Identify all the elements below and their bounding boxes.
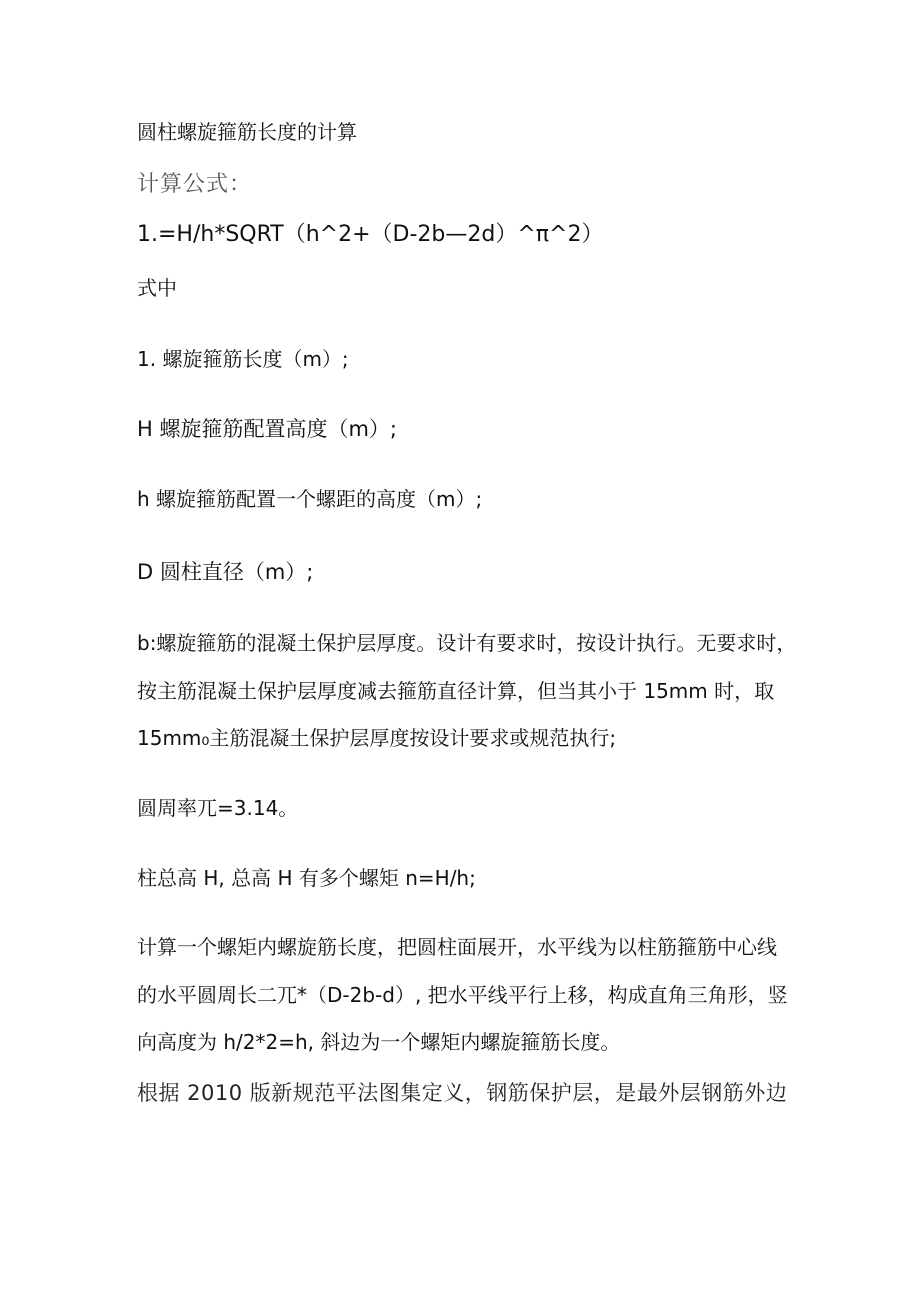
calculation-line: 计算一个螺矩内螺旋筋长度，把圆柱面展开，水平线为以柱筋箍筋中心线 xyxy=(137,935,777,959)
definition-cover-line: b:螺旋箍筋的混凝土保护层厚度。设计有要求时，按设计执行。无要求时， xyxy=(137,631,797,655)
definition-pitch: h 螺旋箍筋配置一个螺距的高度（m）; xyxy=(137,487,483,511)
cover-definition-line: 根据 2010 版新规范平法图集定义，钢筋保护层，是最外层钢筋外边 xyxy=(137,1081,788,1105)
definition-cover-line: 15mm₀主筋混凝土保护层厚度按设计要求或规范执行; xyxy=(137,726,617,750)
definition-height: H 螺旋箍筋配置高度（m）; xyxy=(137,417,397,441)
document-title: 圆柱螺旋箍筋长度的计算 xyxy=(137,120,357,144)
pi-line: 圆周率兀=3.14。 xyxy=(137,796,299,820)
where-label: 式中 xyxy=(137,276,177,300)
calculation-line: 的水平圆周长二兀*（D-2b-d）, 把水平线平行上移，构成直角三角形，竖 xyxy=(137,983,788,1007)
definition-length: 1. 螺旋箍筋长度（m）; xyxy=(137,347,349,371)
definition-cover-line: 按主筋混凝土保护层厚度减去箍筋直径计算，但当其小于 15mm 时，取 xyxy=(137,679,775,703)
calculation-line: 向高度为 h/2*2=h, 斜边为一个螺矩内螺旋箍筋长度。 xyxy=(137,1030,621,1054)
total-height-line: 柱总高 H, 总高 H 有多个螺矩 n=H/h; xyxy=(137,866,476,890)
definition-diameter: D 圆柱直径（m）; xyxy=(137,560,314,584)
formula-label: 计算公式： xyxy=(137,172,253,197)
formula: 1.=H/h*SQRT（h^2+（D-2b—2d）^π^2） xyxy=(137,222,604,247)
